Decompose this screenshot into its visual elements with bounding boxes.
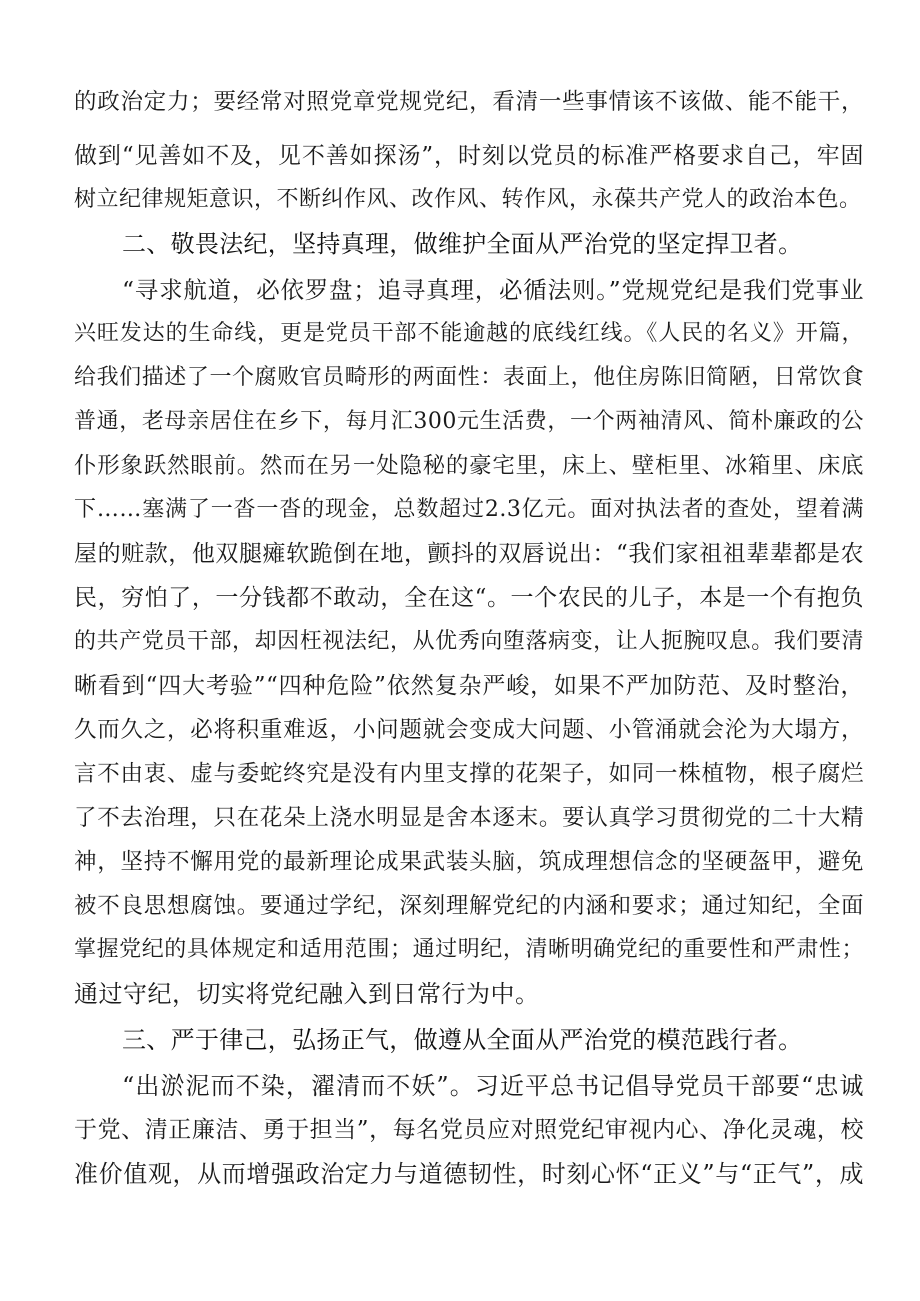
paragraph-3-line-1: “出淤泥而不染，濯清而不妖”。习近平总书记倡导党员干部要“忠诚: [122, 1072, 864, 1100]
paragraph-2-line-10: 晰看到“四大考验”“四种危险”依然复杂严峻，如果不严加防范、及时整治，: [74, 673, 864, 699]
paragraph-1-line-3: 树立纪律规矩意识，不断纠作风、改作风、转作风，永葆共产党人的政治本色。: [74, 187, 862, 212]
paragraph-2-line-4: 普通，老母亲居住在乡下，每月汇300元生活费，一个两袖清风、简朴廉政的公: [74, 409, 864, 434]
paragraph-2-line-2: 兴旺发达的生命线，更是党员干部不能逾越的底线红线。《人民的名义》开篇，: [74, 321, 864, 346]
paragraph-2-line-14: 神，坚持不懈用党的最新理论成果武装头脑，筑成理想信念的坚硬盔甲，避免: [74, 849, 864, 875]
paragraph-2-line-12: 言不由衷、虚与委蛇终究是没有内里支撑的花架子，如同一株植物，根子腐烂: [74, 761, 864, 787]
paragraph-2-line-6: 下……塞满了一沓一沓的现金，总数超过2.3亿元。面对执法者的查处，望着满: [74, 497, 864, 522]
paragraph-2-line-17: 通过守纪，切实将党纪融入到日常行为中。: [74, 980, 540, 1008]
section-heading-3: 三、严于律己，弘扬正气，做遵从全面从严治党的模范践行者。: [122, 1026, 803, 1054]
paragraph-2-line-3: 给我们描述了一个腐败官员畸形的两面性：表面上，他住房陈旧简陋，日常饮食: [74, 365, 864, 390]
paragraph-2-line-8: 民，穷怕了，一分钱都不敢动，全在这“。一个农民的儿子，本是一个有抱负: [74, 585, 864, 611]
paragraph-2-line-7: 屋的赃款，他双腿瘫软跪倒在地，颤抖的双唇说出：“我们家祖祖辈辈都是农: [74, 541, 864, 567]
paragraph-2-line-16: 掌握党纪的具体规定和适用范围；通过明纪，清晰明确党纪的重要性和严肃性；: [74, 937, 864, 962]
paragraph-2-line-15: 被不良思想腐蚀。要通过学纪，深刻理解党纪的内涵和要求；通过知纪，全面: [74, 893, 864, 919]
paragraph-1-line-1: 的政治定力；要经常对照党章党规党纪，看清一些事情该不该做、能不能干，: [74, 89, 864, 115]
paragraph-2-line-13: 了不去治理，只在花朵上浇水明显是舍本逐末。要认真学习贯彻党的二十大精: [74, 805, 864, 831]
section-heading-2: 二、敬畏法纪，坚持真理，做维护全面从严治党的坚定捍卫者。: [122, 230, 803, 258]
paragraph-2-line-1: “寻求航道，必依罗盘；追寻真理，必循法则。”党规党纪是我们党事业: [122, 276, 864, 304]
paragraph-3-line-3: 准价值观，从而增强政治定力与道德韧性，时刻心怀“正义”与“正气”，成: [74, 1160, 864, 1188]
paragraph-3-line-2: 于党、清正廉洁、勇于担当”，每名党员应对照党纪审视内心、净化灵魂，校: [74, 1117, 864, 1143]
paragraph-1-line-2: 做到“见善如不及，见不善如探汤”，时刻以党员的标准严格要求自己，牢固: [74, 143, 864, 169]
paragraph-2-line-11: 久而久之，必将积重难返，小问题就会变成大问题、小管涌就会沦为大塌方，: [74, 717, 864, 743]
paragraph-2-line-9: 的共产党员干部，却因枉视法纪，从优秀向堕落病变，让人扼腕叹息。我们要清: [74, 629, 864, 654]
paragraph-2-line-5: 仆形象跃然眼前。然而在另一处隐秘的豪宅里，床上、壁柜里、冰箱里、床底: [74, 453, 864, 479]
